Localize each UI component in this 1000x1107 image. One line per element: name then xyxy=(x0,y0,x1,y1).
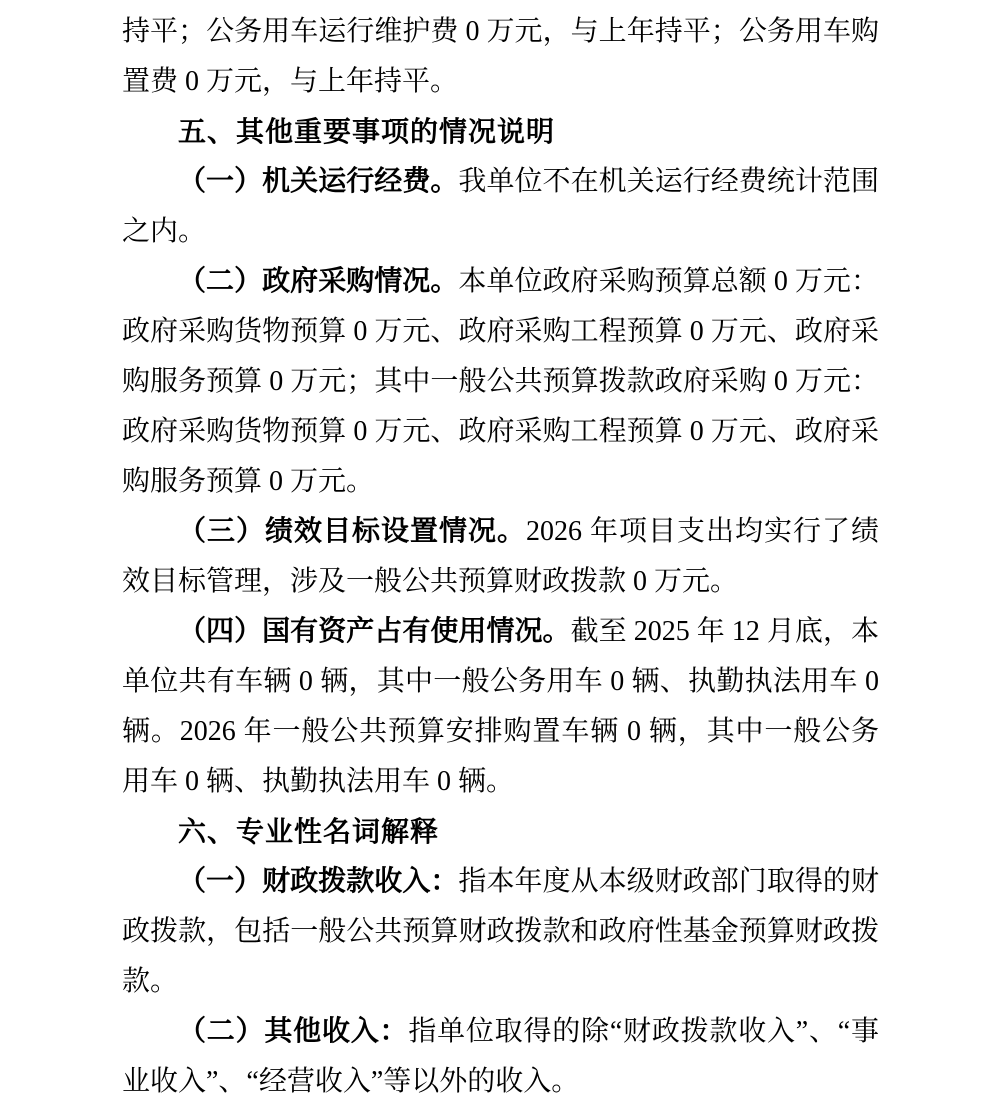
paragraph-term-fiscal-appropriation-income xyxy=(122,857,879,1007)
paragraph-body: 本单位政府采购预算总额 0 万元：政府采购货物预算 0 万元、政府采购工程预算 0 万元、政府采购服务预算 0 万元；其中一般公共预算拨款政府采购 0 万元：政府采购货物预算 0 万元、政府采购工程预算 0 万元、政府采购服务预算 0 万元。 xyxy=(122,266,879,497)
paragraph-agency-operating-funds xyxy=(122,157,879,257)
paragraph-term-other-income xyxy=(122,1007,879,1107)
paragraph-body: 指本年度从本级财政部门取得的财政拨款，包括一般公共预算财政拨款和政府性基金预算财政拨款。 xyxy=(122,866,879,997)
paragraph-body: 截至 2025 年 12 月底，本单位共有车辆 0 辆，其中一般公务用车 0 辆、执勤执法用车 0 辆。2026 年一般公共预算安排购置车辆 0 辆，其中一般公务用车 0 辆、执勤执法用车 0 辆。 xyxy=(122,616,879,797)
paragraph-lead: （二）其他收入： xyxy=(178,1016,409,1047)
paragraph-state-assets xyxy=(122,607,879,807)
paragraph-lead: （二）政府采购情况。 xyxy=(178,266,459,297)
paragraph-continuation: 持平；公务用车运行维护费 0 万元，与上年持平；公务用车购置费 0 万元，与上年持平。 xyxy=(122,16,879,97)
paragraph-lead: （四）国有资产占有使用情况。 xyxy=(178,616,571,647)
paragraph-government-procurement xyxy=(122,257,879,507)
section-heading-5: 五、其他重要事项的情况说明 xyxy=(178,116,556,147)
paragraph-body: 指单位取得的除“财政拨款收入”、“事业收入”、“经营收入”等以外的收入。 xyxy=(122,1016,879,1097)
paragraph-body: 我单位不在机关运行经费统计范围之内。 xyxy=(122,166,879,247)
paragraph-performance-targets xyxy=(122,507,879,607)
paragraph-lead: （一）机关运行经费。 xyxy=(178,166,459,197)
paragraph-lead: （一）财政拨款收入： xyxy=(178,866,459,897)
paragraph-lead: （三）绩效目标设置情况。 xyxy=(178,516,526,547)
section-heading-6: 六、专业性名词解释 xyxy=(178,816,440,847)
paragraph-body: 2026 年项目支出均实行了绩效目标管理，涉及一般公共预算财政拨款 0 万元。 xyxy=(122,516,879,597)
